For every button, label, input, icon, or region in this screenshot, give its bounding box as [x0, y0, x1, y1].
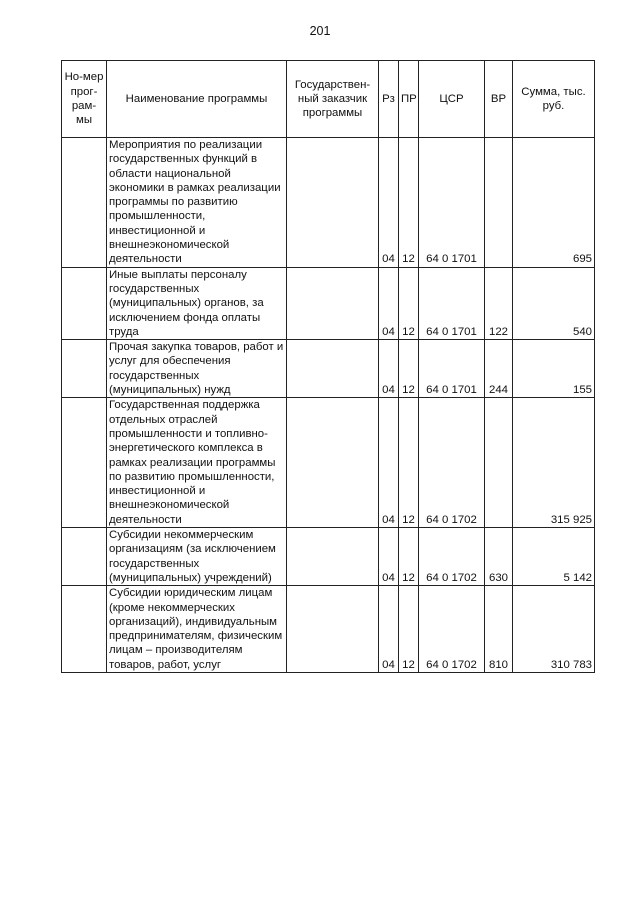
table-row [62, 340, 595, 398]
pr-cell: 12 [399, 138, 419, 268]
pr-cell: 12 [399, 340, 419, 398]
vr-cell: 810 [485, 586, 513, 673]
csr-cell: 64 0 1702 [419, 528, 485, 586]
vr-cell: 244 [485, 340, 513, 398]
header-pr: ПР [399, 61, 419, 138]
program-number-cell [62, 267, 107, 339]
header-state-customer: Государствен-ный заказчик программы [287, 61, 379, 138]
page-number: 201 [309, 24, 331, 38]
program-number-cell [62, 528, 107, 586]
table-row [62, 398, 595, 528]
csr-cell: 64 0 1702 [419, 398, 485, 528]
rz-cell: 04 [379, 138, 399, 268]
vr-cell [485, 138, 513, 268]
table-row [62, 528, 595, 586]
program-number-cell [62, 138, 107, 268]
program-number-cell [62, 398, 107, 528]
customer-cell [287, 267, 379, 339]
program-name-cell: Мероприятия по реализации государственных функций в области национальной экономики в рамках реализации программы по развитию промышленности, инвестиционной и внешнеэкономической деятельности [107, 138, 287, 268]
rz-cell: 04 [379, 586, 399, 673]
sum-cell: 315 925 [513, 398, 595, 528]
csr-cell: 64 0 1701 [419, 267, 485, 339]
header-csr: ЦСР [419, 61, 485, 138]
header-program-name: Наименование программы [107, 61, 287, 138]
customer-cell [287, 138, 379, 268]
rz-cell: 04 [379, 267, 399, 339]
header-sum: Сумма, тыс. руб. [513, 61, 595, 138]
sum-cell: 310 783 [513, 586, 595, 673]
sum-cell: 5 142 [513, 528, 595, 586]
vr-cell: 122 [485, 267, 513, 339]
header-rz: Рз [379, 61, 399, 138]
table-row [62, 267, 595, 339]
program-name-cell: Иные выплаты персоналу государственных (муниципальных) органов, за исключением фонда оплаты труда [107, 267, 287, 339]
vr-cell: 630 [485, 528, 513, 586]
customer-cell [287, 398, 379, 528]
sum-cell: 695 [513, 138, 595, 268]
budget-table [61, 60, 595, 673]
program-number-cell [62, 586, 107, 673]
pr-cell: 12 [399, 398, 419, 528]
program-name-cell: Субсидии некоммерческим организациям (за исключением государственных (муниципальных) учреждений) [107, 528, 287, 586]
pr-cell: 12 [399, 528, 419, 586]
csr-cell: 64 0 1701 [419, 138, 485, 268]
table-header-row [62, 61, 595, 138]
sum-cell: 155 [513, 340, 595, 398]
rz-cell: 04 [379, 340, 399, 398]
program-name-cell: Государственная поддержка отдельных отраслей промышленности и топливно-энергетического комплекса в рамках реализации программы по развитию промышленности, инвестиционной и внешнеэкономической деятельности [107, 398, 287, 528]
rz-cell: 04 [379, 398, 399, 528]
customer-cell [287, 528, 379, 586]
table-row [62, 586, 595, 673]
rz-cell: 04 [379, 528, 399, 586]
csr-cell: 64 0 1702 [419, 586, 485, 673]
header-program-number: Но-мер прог-рам-мы [62, 61, 107, 138]
pr-cell: 12 [399, 267, 419, 339]
vr-cell [485, 398, 513, 528]
program-name-cell: Субсидии юридическим лицам (кроме некоммерческих организаций), индивидуальным предпринимателям, физическим лицам – производителям товаров, работ, услуг [107, 586, 287, 673]
csr-cell: 64 0 1701 [419, 340, 485, 398]
customer-cell [287, 340, 379, 398]
pr-cell: 12 [399, 586, 419, 673]
program-name-cell: Прочая закупка товаров, работ и услуг для обеспечения государственных (муниципальных) нужд [107, 340, 287, 398]
program-number-cell [62, 340, 107, 398]
header-vr: ВР [485, 61, 513, 138]
table-row [62, 138, 595, 268]
sum-cell: 540 [513, 267, 595, 339]
customer-cell [287, 586, 379, 673]
